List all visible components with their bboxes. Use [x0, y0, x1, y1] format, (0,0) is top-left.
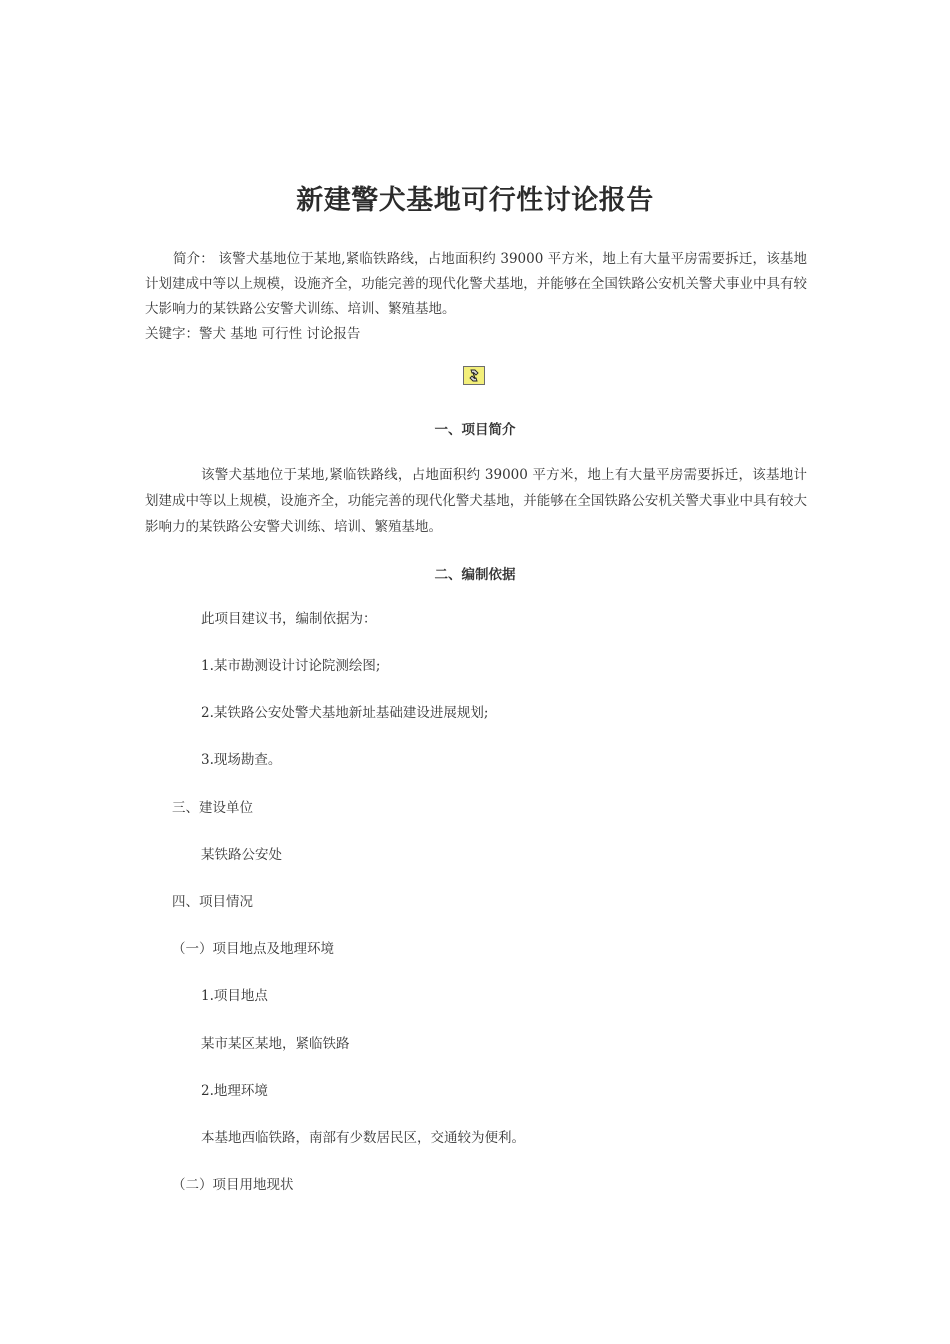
section-2-item-3: 3.现场勘查。 [201, 752, 282, 768]
abstract-label: 简介： [173, 251, 214, 267]
section-3-heading: 三、建设单位 [172, 800, 253, 816]
section-2-item-1: 1.某市勘测设计讨论院测绘图; [201, 658, 381, 674]
section-4-sub-1-item-2-text: 本基地西临铁路，南部有少数居民区，交通较为便利。 [201, 1130, 525, 1146]
abstract-text: 该警犬基地位于某地,紧临铁路线，占地面积约 39000 平方米，地上有大量平房需要拆迁，该基地计划建成中等以上规模，设施齐全，功能完善的现代化警犬基地，并能够在全国铁路公安机关警犬事业中具有较大影响力的某铁路公安警犬训练、培训、繁殖基地。 [145, 251, 808, 317]
section-4-heading: 四、项目情况 [172, 894, 253, 910]
section-4-sub-1-item-2: 2.地理环境 [201, 1083, 268, 1099]
section-2-heading: 二、编制依据 [434, 567, 516, 583]
section-2-item-2: 2.某铁路公安处警犬基地新址基础建设进展规划; [201, 705, 489, 721]
section-4-sub-2: （二）项目用地现状 [172, 1177, 294, 1193]
section-1-heading: 一、项目简介 [434, 422, 516, 438]
embedded-object-icon[interactable] [463, 366, 485, 385]
section-1-paragraph [145, 462, 807, 540]
section-4-sub-1-item-1: 1.项目地点 [201, 988, 268, 1004]
link-icon [466, 368, 482, 383]
section-4-sub-1-item-1-text: 某市某区某地，紧临铁路 [201, 1036, 350, 1052]
section-1-text: 该警犬基地位于某地,紧临铁路线，占地面积约 39000 平方米，地上有大量平房需要拆迁，该基地计划建成中等以上规模，设施齐全，功能完善的现代化警犬基地，并能够在全国铁路公安机关警犬事业中具有较大影响力的某铁路公安警犬训练、培训、繁殖基地。 [145, 467, 807, 535]
keywords-line [145, 322, 807, 347]
section-4-sub-1: （一）项目地点及地理环境 [172, 941, 334, 957]
keywords-text: 警犬 基地 可行性 讨论报告 [199, 326, 361, 342]
section-3-text: 某铁路公安处 [201, 847, 282, 863]
keywords-label: 关键字： [145, 326, 199, 342]
abstract-paragraph [145, 247, 807, 322]
section-2-intro: 此项目建议书，编制依据为： [201, 611, 377, 627]
document-title: 新建警犬基地可行性讨论报告 [296, 185, 654, 216]
